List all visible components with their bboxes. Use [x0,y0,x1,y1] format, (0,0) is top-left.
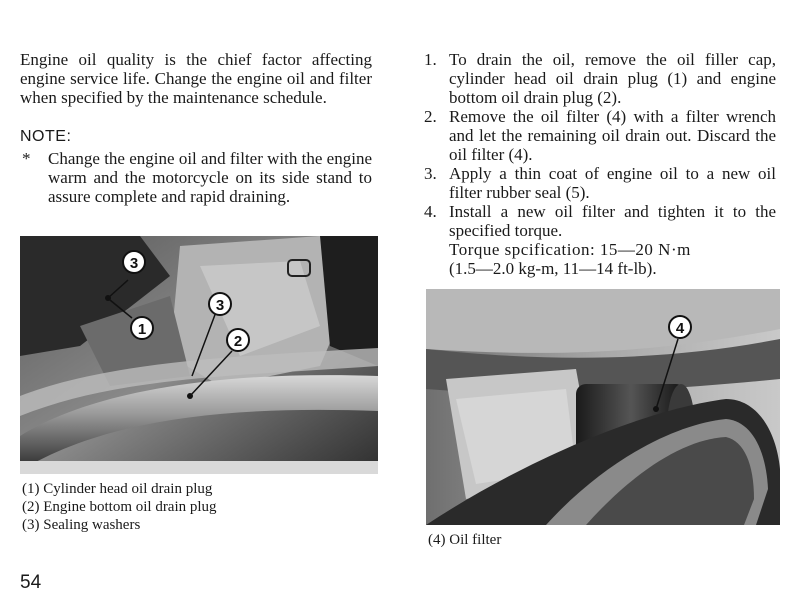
step-text: Install a new oil filter and tighten it to the specified torque. [449,202,776,240]
step-text: To drain the oil, remove the oil filler cap, cylinder head oil drain plug (1) and engine bottom oil drain plug (2). [449,50,776,107]
callout-3-top [123,251,145,273]
procedure-steps [424,50,776,278]
callout-label: 1 [137,321,147,338]
photo2-caption: (4) Oil filter [428,532,502,548]
torque-spec: Torque spcification: 15—20 N·m [449,240,691,259]
note-bullet: * [22,149,31,168]
photo1-captions [22,480,217,534]
note-label: NOTE: [20,128,72,145]
intro-paragraph: Engine oil quality is the chief factor affecting engine service life. Change the engine oil and filter when specified by the maintenance schedule. [20,50,372,107]
callout-4 [669,316,691,338]
step-text: Remove the oil filter (4) with a filter wrench and let the remaining oil drain out. Discard the oil filter (4). [449,107,776,164]
step-number: 1. [424,50,437,69]
callout-3-lower [209,293,231,315]
callout-2 [227,329,249,351]
note-text: Change the engine oil and filter with the engine warm and the motorcycle on its side stand to assure complete and rapid draining. [48,149,372,206]
caption-item: (2) Engine bottom oil drain plug [22,499,217,515]
caption-item: (3) Sealing washers [22,517,141,533]
callout-label: 3 [129,255,139,272]
step-4 [424,202,776,278]
callout-label: 3 [215,297,225,314]
callout-label: 2 [233,333,243,350]
torque-spec-alt: (1.5—2.0 kg-m, 11—14 ft-lb). [449,259,657,278]
step-2 [424,107,776,164]
callout-1 [131,317,153,339]
step-1 [424,50,776,107]
step-text: Apply a thin coat of engine oil to a new oil filter rubber seal (5). [449,164,776,202]
callout-label: 4 [675,320,685,337]
engine-drain-plug-photo [20,236,378,474]
step-number: 3. [424,164,437,183]
step-number: 4. [424,202,437,221]
oil-filter-photo [426,289,780,525]
step-3 [424,164,776,202]
page-number: 54 [20,572,42,593]
caption-item: (1) Cylinder head oil drain plug [22,481,213,497]
step-number: 2. [424,107,437,126]
